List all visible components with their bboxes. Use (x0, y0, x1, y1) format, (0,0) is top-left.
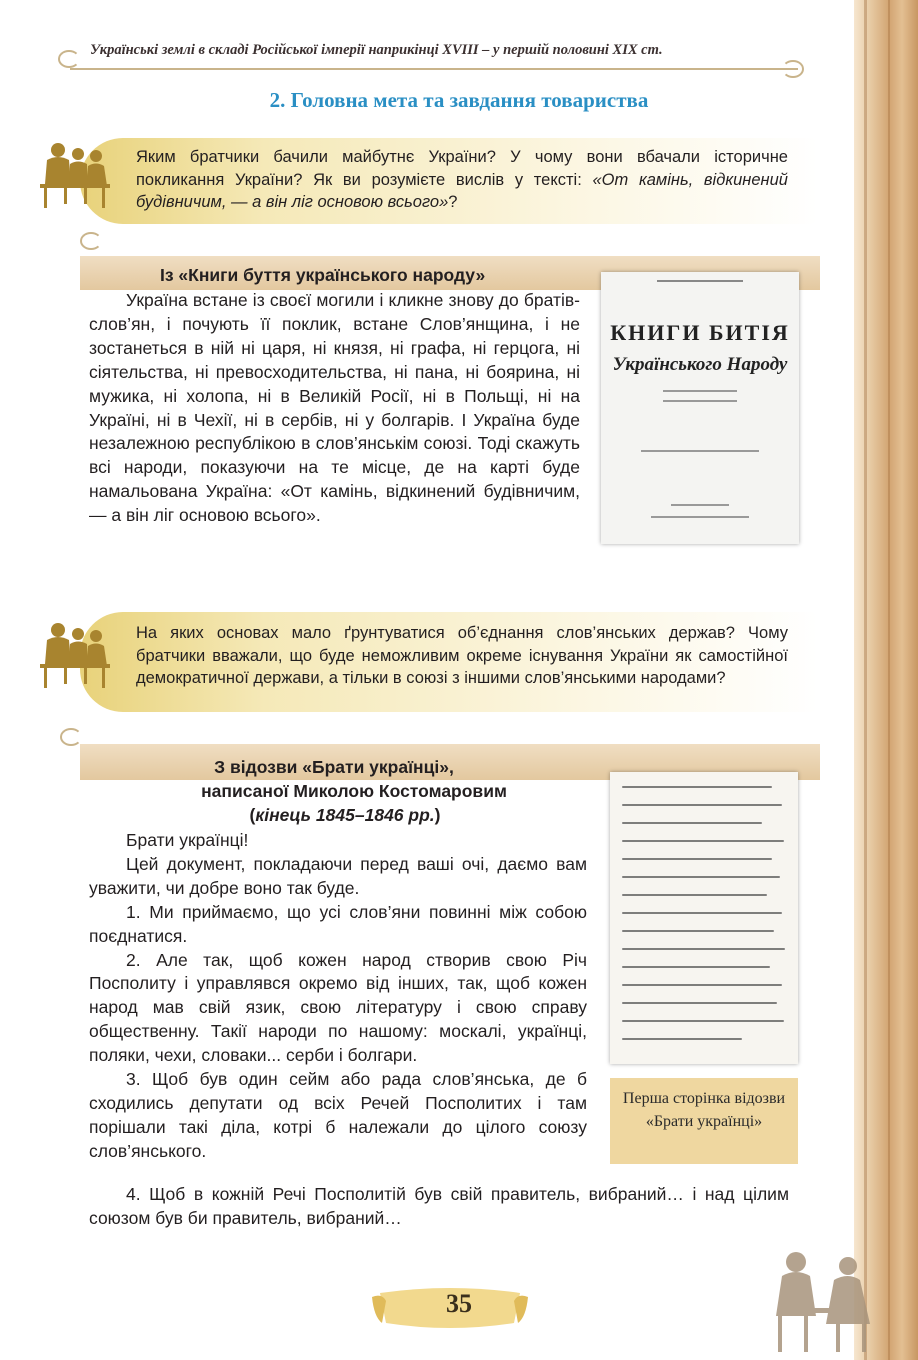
handwriting-line (622, 804, 782, 806)
handwriting-line (622, 1020, 784, 1022)
source2-title-line1: З відозви «Брати українці», (214, 757, 454, 777)
book-cover-line (651, 516, 749, 518)
source1-paragraph: Україна встане із своєї могили і кликне знову до братів-слов’ян, і почують її поклик, встане Слов’янщина, і не зостанеться в ній ні царя, ні князя, ні графа, ні герцога, ні сіятельства, ні превосходительства, ні пана, ні боярина, ні мужика, ні холопа, ні в Великій Росії, ні в Польщі, ні на Україні, ні в Чехії, ні в сербів, ні у болгарів. І Україна буде незалежною республікою в слов’янськім союзі. Тоді скажуть всі народи, показуючи на те місце, де на карті буде намальована Україна: «От камінь, відкинений будівничим, — а він ліг основою всього». (89, 290, 580, 526)
source2-paragraph: 1. Ми приймаємо, що усі слов’яни повинні між собою поєднатися. (89, 901, 587, 946)
handwriting-line (622, 966, 770, 968)
source2-paragraph: 3. Щоб був один сейм або рада слов’янська, де б сходились депутати од всіх Речей Посполитих і там порішали такі діла, котрі б належали до цілого союзу слов’янського. (89, 1069, 587, 1161)
image-caption: Перша сторінка відозви «Брати українці» (610, 1078, 798, 1164)
source2-paragraph: 2. Але так, щоб кожен народ створив свою Річ Посполиту і управлявся окремо від інших, так, щоб кожен народ мав свій язик, свою літературу і свою справу общественну. Такії народи по нашому: москалі, українці, поляки, чехи, словаки... серби і болгари. (89, 949, 587, 1066)
handwriting-line (622, 948, 785, 950)
source2-paragraph: Брати українці! (126, 830, 249, 850)
handwriting-line (622, 858, 772, 860)
source1-title: Із «Книги буття українського народу» (160, 265, 486, 285)
source2-title-line2: написаної Миколою Костомаровим (201, 781, 507, 801)
manuscript-image (610, 772, 798, 1064)
source2-title-line3: (кінець 1845–1846 рр.) (249, 805, 441, 825)
source1-curl (80, 232, 102, 250)
question-2-text: На яких основах мало ґрунтуватися об’єднання слов’янських держав? Чому братчики вважали, що буде неможливим окреме існування України як самостійної демократичної держави, а тільки в союзі з іншими слов’янськими народами? (136, 624, 788, 687)
source2-text-block (89, 829, 587, 1164)
book-cover-topline (657, 280, 743, 282)
handwriting-line (622, 930, 774, 932)
discussion-group-icon (34, 140, 116, 210)
section-title: 2. Головна мета та завдання товариства (269, 88, 649, 112)
source2-paragraph: 4. Щоб в кожній Речі Посполитій був свій правитель, вибраний… і над цілим союзом був би правитель, вибраний… (89, 1184, 789, 1228)
handwriting-line (622, 822, 762, 824)
handwriting-line (622, 1038, 742, 1040)
handwriting-line (622, 1002, 777, 1004)
book-cover-title: КНИГИ БИТІЯ (610, 320, 790, 345)
source2-curl (60, 728, 82, 746)
header-rule (70, 68, 798, 70)
source2-paragraph: Цей документ, покладаючи перед ваші очі, даємо вам уважити, чи добре воно так буде. (89, 853, 587, 898)
book-cover-subtitle: Українського Народу (612, 354, 788, 375)
handwriting-line (622, 876, 780, 878)
question-1-text: Яким братчики бачили майбутнє України? У чому вони вбачали історичне покликання України? Як ви розумієте вислів у тексті: «От камінь, відкинений будівничим, — а він ліг основою всього»? (136, 148, 788, 211)
source2-text-block-wide (89, 1183, 789, 1231)
page-number: 35 (446, 1289, 472, 1318)
handwriting-line (622, 912, 782, 914)
handwriting-line (622, 894, 767, 896)
handwriting-line (622, 840, 784, 842)
question-box-1 (80, 138, 818, 224)
discussion-group-icon (34, 620, 116, 690)
book-cover-line (663, 400, 737, 402)
book-cover-image (601, 272, 799, 544)
handwriting-line (622, 984, 782, 986)
handwriting-line (622, 786, 772, 788)
running-header: Українські землі в складі Російської імперії наприкінці XVIII – у першій половині XIX ст. (90, 42, 663, 58)
question-box-2 (80, 612, 818, 712)
page-edge-decoration (854, 0, 918, 1360)
header-curl-left (58, 50, 80, 68)
book-cover-line (641, 450, 759, 452)
source1-text-block (89, 289, 580, 528)
book-cover-line (671, 504, 729, 506)
book-cover-line (663, 390, 737, 392)
header-curl-right (782, 60, 804, 78)
